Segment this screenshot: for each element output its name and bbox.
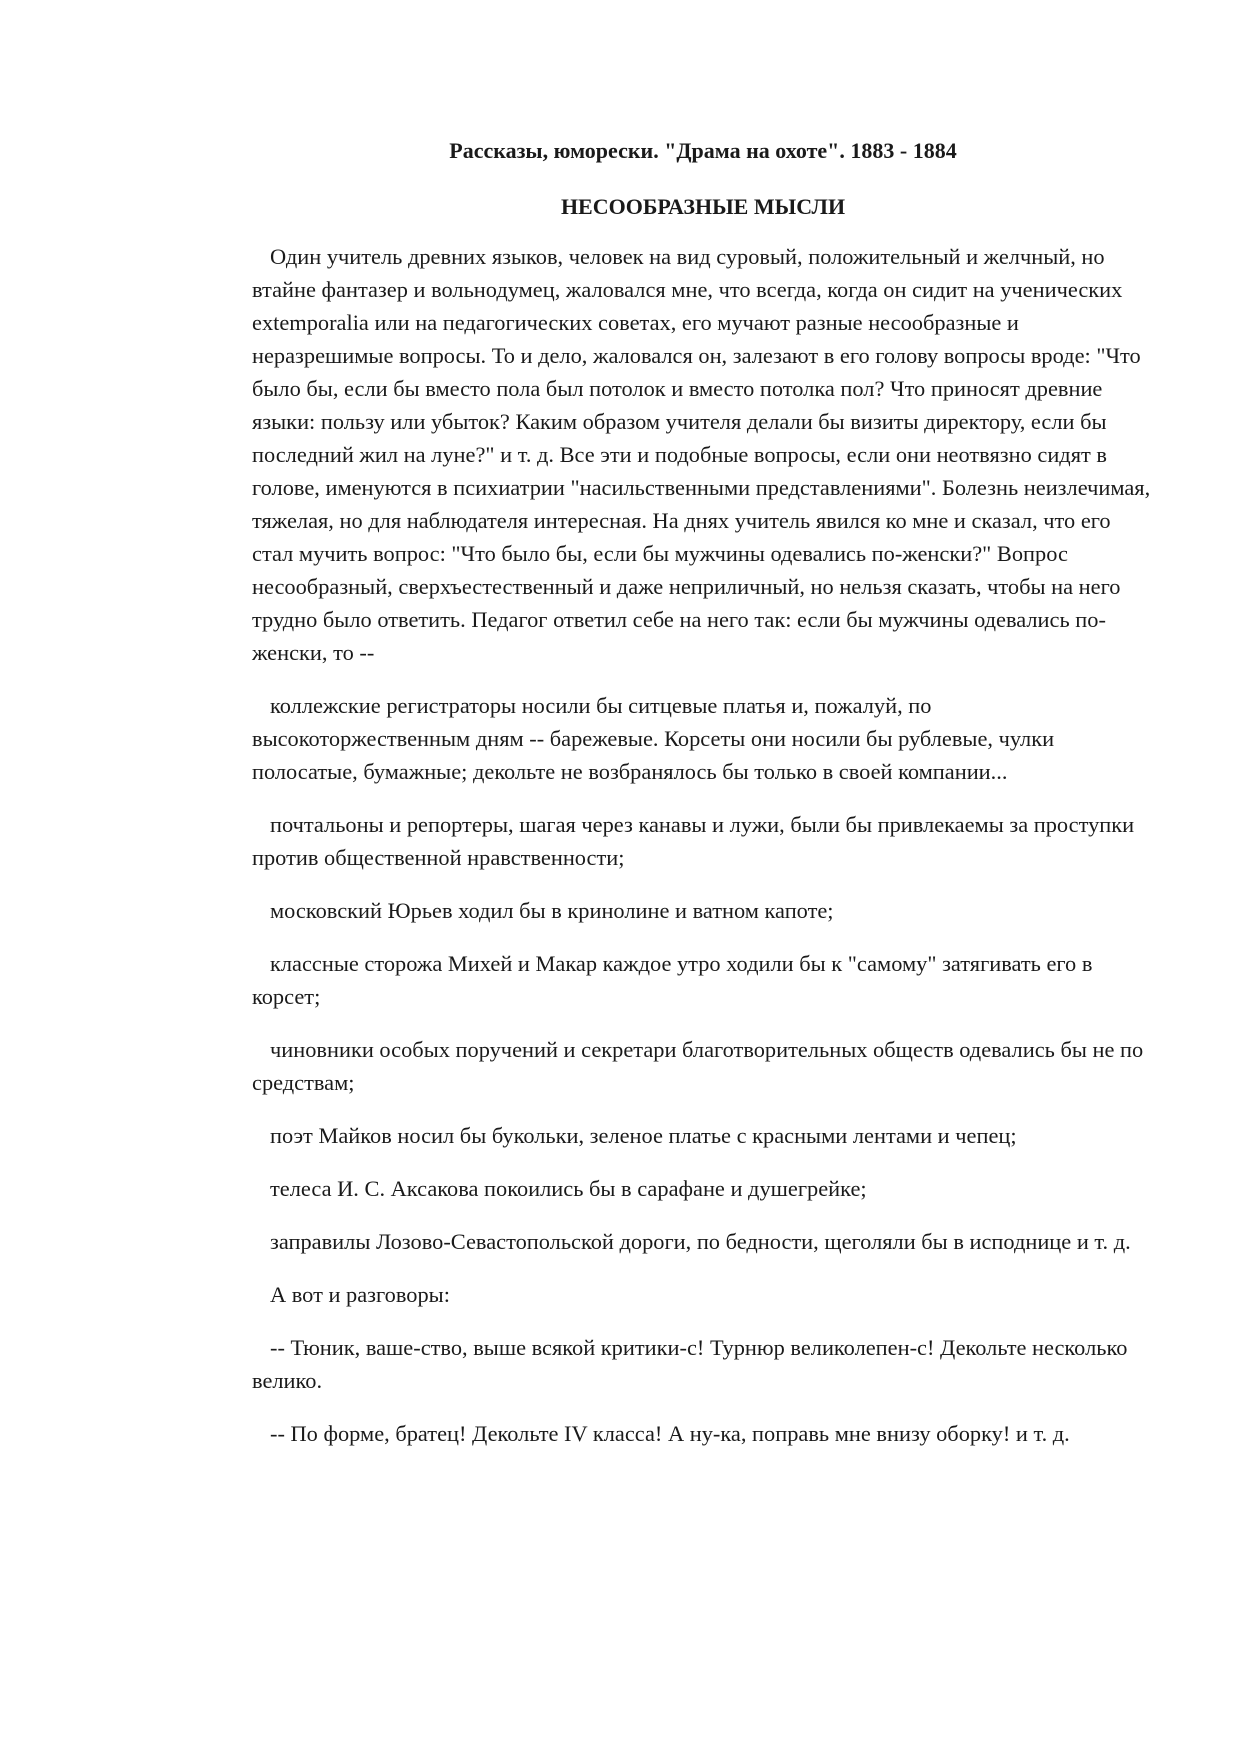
paragraph-railway: заправилы Лозово-Севастопольской дороги, по бедности, щеголяли бы в исподнице и т. д. <box>270 1229 1131 1254</box>
paragraph-conversations: А вот и разговоры: <box>270 1282 450 1307</box>
paragraph-watchmen: классные сторожа Михей и Макар каждое утро ходили бы к "самому" затягивать его в корсет; <box>252 951 1093 1009</box>
paragraph-yuryev: московский Юрьев ходил бы в кринолине и ватном капоте; <box>270 898 834 923</box>
document-page <box>252 136 1152 1470</box>
paragraph-registrars: коллежские регистраторы носили бы ситцевые платья и, пожалуй, по высокоторжественным дням -- барежевые. Корсеты они носили бы рублевые, чулки полосатые, бумажные; декольте не возбранялось бы только в своей компании... <box>252 693 1055 784</box>
paragraph-intro: Один учитель древних языков, человек на вид суровый, положительный и желчный, но втайне фантазер и вольнодумец, жаловался мне, что всегда, когда он сидит на ученических extemporalia или на педагогических советах, его мучают разные несообразные и неразрешимые вопросы. То и дело, жаловался он, залезают в его голову вопросы вроде: "Что было бы, если бы вместо пола был потолок и вместо потолка пол? Что приносят древние языки: пользу или убыток? Каким образом учителя делали бы визиты директору, если бы последний жил на луне?" и т. д. Все эти и подобные вопросы, если они неотвязно сидят в голове, именуются в психиатрии "насильственными представлениями". Болезнь неизлечимая, тяжелая, но для наблюдателя интересная. На днях учитель явился ко мне и сказал, что его стал мучить вопрос: "Что было бы, если бы мужчины одевались по-женски?" Вопрос несообразный, сверхъестественный и даже неприличный, но нельзя сказать, чтобы на него трудно было ответить. Педагог ответил себе на него так: если бы мужчины одевались по-женски, то -- <box>252 244 1151 665</box>
paragraph-postmen: почтальоны и репортеры, шагая через канавы и лужи, были бы привлекаемы за проступки против общественной нравственности; <box>252 812 1135 870</box>
paragraph-maikov: поэт Майков носил бы букольки, зеленое платье с красными лентами и чепец; <box>270 1123 1017 1148</box>
paragraph-officials: чиновники особых поручений и секретари благотворительных обществ одевались бы не по средствам; <box>252 1037 1144 1095</box>
story-title: НЕСООБРАЗНЫЕ МЫСЛИ <box>560 194 846 219</box>
collection-title: Рассказы, юморески. "Драма на охоте". 1883 - 1884 <box>449 138 957 163</box>
paragraph-aksakov: телеса И. С. Аксакова покоились бы в сарафане и душегрейке; <box>270 1176 867 1201</box>
paragraph-dialogue-2: -- По форме, братец! Декольте IV класса! А ну-ка, поправь мне внизу оборку! и т. д. <box>270 1421 1070 1446</box>
paragraph-dialogue-1: -- Тюник, ваше-ство, выше всякой критики-с! Турнюр великолепен-с! Декольте несколько велико. <box>252 1335 1128 1393</box>
